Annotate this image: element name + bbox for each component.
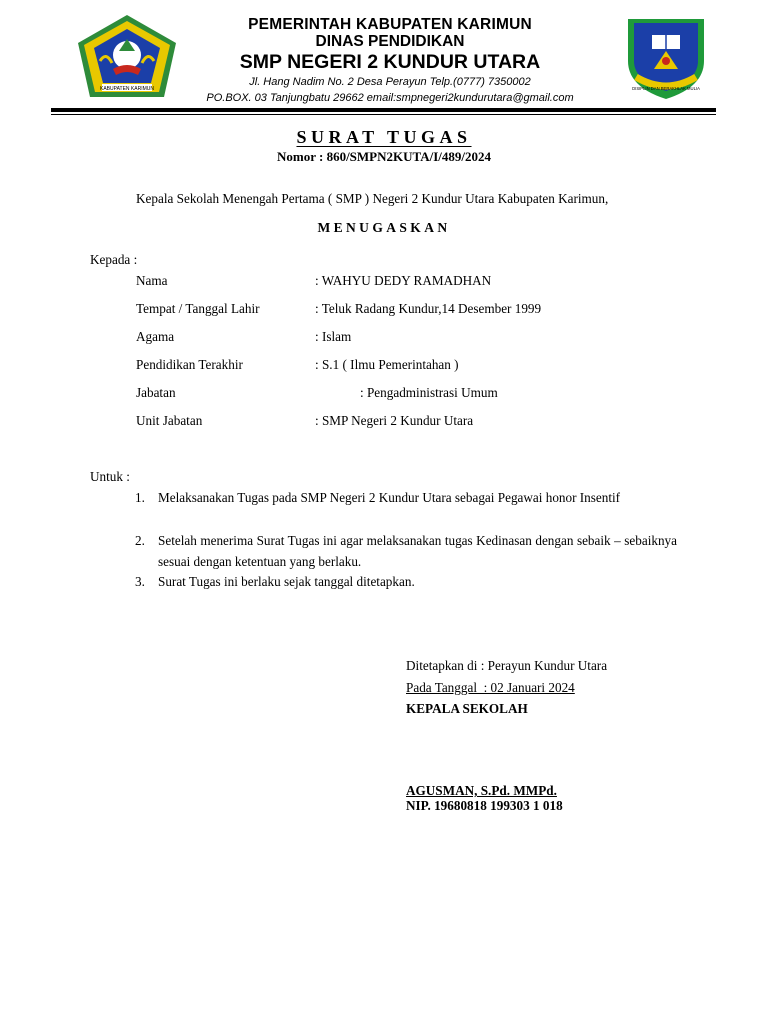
recipient-label: Nama <box>136 273 168 288</box>
recipient-label: Unit Jabatan <box>136 413 203 428</box>
school-logo-motto: DISIPLIN DAN BERAKHLAK MULIA <box>632 86 700 91</box>
document-number: Nomor : 860/SMPN2KUTA/I/489/2024 <box>276 149 491 164</box>
task-text: Setelah menerima Surat Tugas ini agar melaksanakan tugas Kedinasan dengan sebaik – sebaiknya sesuai dengan ketentuan yang berlaku. <box>158 533 677 569</box>
recipient-value: : Pengadministrasi Umum <box>360 385 498 400</box>
school-contact: PO.BOX. 03 Tanjungbatu 29662 email:smpnegeri2kundurutara@gmail.com <box>206 92 574 104</box>
assignment-verb: MENUGASKAN <box>317 220 451 235</box>
recipient-value: : Islam <box>315 329 352 344</box>
recipient-heading: Kepada : <box>90 252 138 267</box>
recipient-label: Agama <box>136 329 175 344</box>
school-name: SMP NEGERI 2 KUNDUR UTARA <box>239 51 541 73</box>
letterhead-divider-thick <box>51 108 716 112</box>
task-number: 2. <box>135 533 145 548</box>
department-name: DINAS PENDIDIKAN <box>315 33 465 50</box>
issued-date: Pada Tanggal : 02 Januari 2024 <box>406 680 575 695</box>
school-logo <box>616 11 716 101</box>
tasks-heading: Untuk : <box>90 469 130 484</box>
recipient-label: Tempat / Tanggal Lahir <box>136 301 260 316</box>
task-text: Melaksanakan Tugas pada SMP Negeri 2 Kundur Utara sebagai Pegawai honor Insentif <box>158 490 621 505</box>
recipient-value: : SMP Negeri 2 Kundur Utara <box>315 413 474 428</box>
recipient-value: : WAHYU DEDY RAMADHAN <box>315 273 492 288</box>
recipient-label: Jabatan <box>136 385 176 400</box>
recipient-value: : Teluk Radang Kundur,14 Desember 1999 <box>315 301 542 316</box>
signatory-nip: NIP. 19680818 199303 1 018 <box>406 798 563 813</box>
document-title: SURAT TUGAS <box>296 127 472 147</box>
recipient-label: Pendidikan Terakhir <box>136 357 243 372</box>
recipient-value: : S.1 ( Ilmu Pemerintahan ) <box>315 357 459 372</box>
signatory-role: KEPALA SEKOLAH <box>406 701 528 716</box>
karimun-logo-text: KABUPATEN KARIMUN <box>100 86 154 92</box>
letterhead <box>190 16 590 106</box>
school-address: Jl. Hang Nadim No. 2 Desa Perayun Telp.(0777) 7350002 <box>249 76 531 88</box>
signatory-name: AGUSMAN, S.Pd. MMPd. <box>406 783 557 798</box>
task-number: 3. <box>135 574 145 589</box>
government-name: PEMERINTAH KABUPATEN KARIMUN <box>248 16 532 33</box>
intro-paragraph: Kepala Sekolah Menengah Pertama ( SMP ) Negeri 2 Kundur Utara Kabupaten Karimun, <box>136 191 609 206</box>
issued-place: Ditetapkan di : Perayun Kundur Utara <box>406 658 608 673</box>
task-text: Surat Tugas ini berlaku sejak tanggal ditetapkan. <box>158 574 415 589</box>
letterhead-divider-thin <box>51 114 716 115</box>
task-number: 1. <box>135 490 145 505</box>
karimun-regency-logo <box>72 11 182 101</box>
